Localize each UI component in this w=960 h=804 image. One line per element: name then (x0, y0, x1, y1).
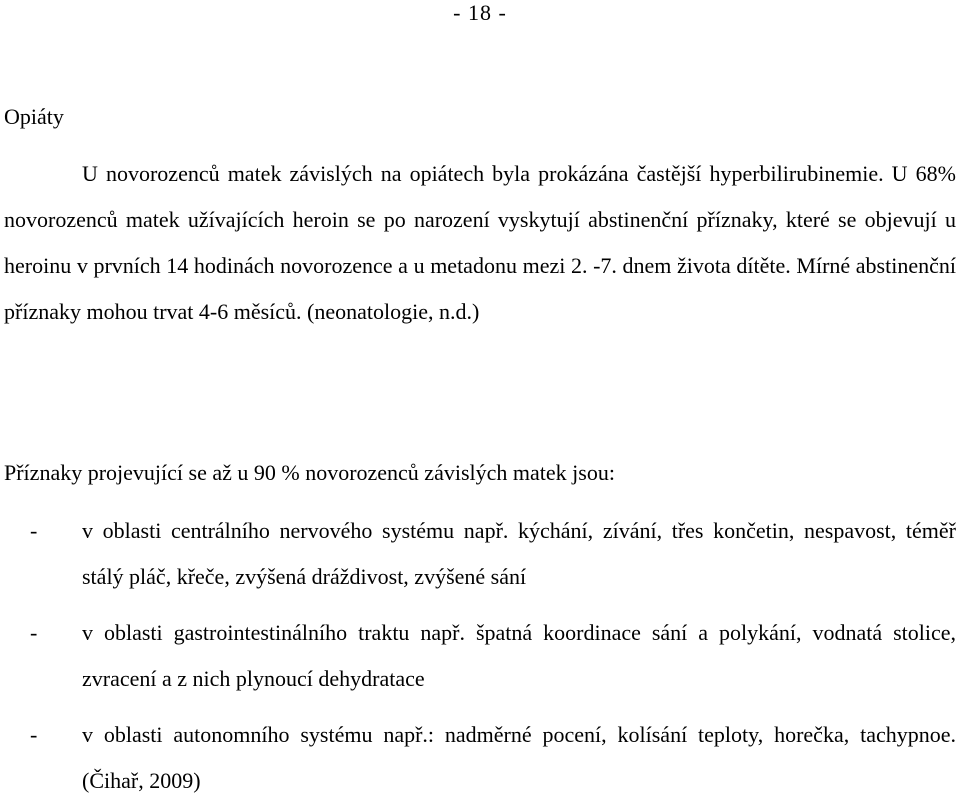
list-dash: - (30, 620, 38, 645)
list-dash: - (30, 722, 38, 747)
list-item-text: v oblasti centrálního nervového systému např. kýchání, zívání, třes končetin, nespavost, téměř stálý pláč, křeče, zvýšená dráždivost, zvýšené sání (82, 518, 956, 589)
list-item (4, 610, 956, 702)
list-dash: - (30, 518, 38, 543)
section-heading: Opiáty (4, 104, 64, 129)
page-number: - 18 - (453, 0, 507, 25)
paragraph-symptoms-intro: Příznaky projevující se až u 90 % novorozenců závislých matek jsou: (4, 460, 615, 485)
list-item-text: v oblasti autonomního systému např.: nadměrné pocení, kolísání teploty, horečka, tachypnoe. (Čihař, 2009) (82, 722, 956, 793)
list-item (4, 712, 956, 804)
list-item-text: v oblasti gastrointestinálního traktu např. špatná koordinace sání a polykání, vodnatá stolice, zvracení a z nich plynoucí dehydratace (82, 620, 956, 691)
list-item (4, 508, 956, 600)
paragraph-opiates-intro: U novorozenců matek závislých na opiátech byla prokázána častější hyperbilirubinemie. U 68% novorozenců matek užívajících heroin se po narození vyskytují abstinenční příznaky, které se objevují u heroinu v prvních 14 hodinách novorozence a u metadonu mezi 2. -7. dnem života dítěte. Mírné abstinenční příznaky mohou trvat 4-6 měsíců. (neonatologie, n.d.) (4, 161, 956, 324)
